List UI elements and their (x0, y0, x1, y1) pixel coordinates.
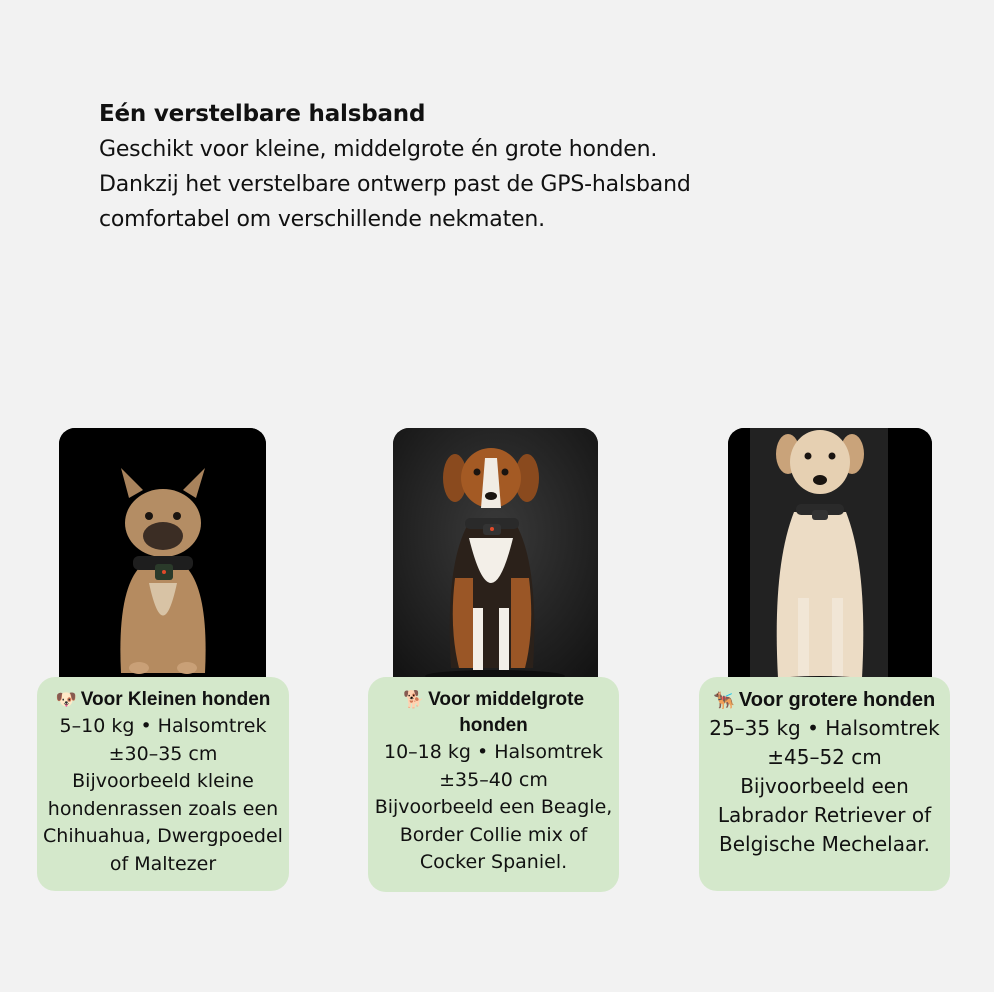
card-medium-dogs (368, 677, 619, 892)
card-weight: 10–18 kg • Halsomtrek (383, 741, 604, 763)
card-body (699, 714, 950, 859)
labrador-photo (728, 428, 932, 692)
card-body (37, 713, 289, 878)
card-neck-size: ±30–35 cm (108, 742, 218, 765)
card-title: 🐕‍🦺 Voor grotere honden (713, 689, 936, 711)
card-weight: 25–35 kg • Halsomtrek (709, 716, 940, 740)
card-body (368, 739, 619, 877)
intro-heading: Eén verstelbare halsband (99, 101, 426, 127)
intro-line-2: Dankzij het verstelbare ontwerp past de GPS-halsband (99, 172, 691, 197)
intro-text (99, 132, 859, 237)
card-large-dogs (699, 677, 950, 891)
card-small-dogs (37, 677, 289, 891)
intro-section (99, 98, 859, 237)
card-neck-size: ±45–52 cm (767, 745, 882, 769)
card-example: Bijvoorbeeld een Beagle, Border Collie mix of Cocker Spaniel. (374, 796, 613, 873)
service-dog-icon: 🐕‍🦺 (713, 691, 735, 711)
card-title: 🐕 Voor middelgrote honden (402, 689, 585, 736)
card-neck-size: ±35–40 cm (439, 768, 548, 791)
card-title: 🐶 Voor Kleinen honden (55, 689, 271, 710)
card-example: Bijvoorbeeld een Labrador Retriever of Belgische Mechelaar. (717, 774, 932, 856)
french-bulldog-photo (59, 428, 266, 692)
dog-icon: 🐕 (402, 690, 425, 710)
dog-face-icon: 🐶 (55, 690, 77, 710)
beagle-photo (393, 428, 598, 692)
card-example: Bijvoorbeeld kleine hondenrassen zoals een Chihuahua, Dwergpoedel of Maltezer (43, 770, 283, 875)
card-weight: 5–10 kg • Halsomtrek (59, 715, 267, 737)
intro-line-3: comfortabel om verschillende nekmaten. (99, 207, 545, 232)
intro-line-1: Geschikt voor kleine, middelgrote én grote honden. (99, 137, 658, 162)
